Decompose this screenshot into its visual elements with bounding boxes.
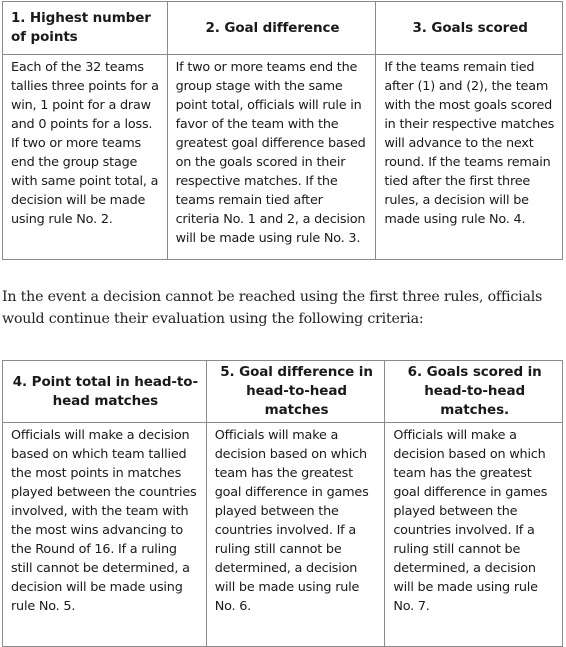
header-goal-difference: 2. Goal difference — [167, 2, 376, 55]
header-head-to-head-points: 4. Point total in head-to-head matches — [3, 361, 207, 423]
table-row — [3, 55, 563, 260]
table-row — [3, 423, 563, 647]
cell-goal-difference-description: If two or more teams end the group stage with the same point total, officials will rule in favor of the team with the greatest goal difference based on the goals scored in their respective matches. If the teams remain tied after criteria No. 1 and 2, a decision will be made using rule No. 3. — [167, 55, 376, 260]
header-highest-points: 1. Highest number of points — [3, 2, 168, 55]
cell-head-to-head-points-description: Officials will make a decision based on which team tallied the most points in matches played between the countries involved, with the team with the most wins advancing to the Round of 16. If a ruling still cannot be determined, a decision will be made using rule No. 5. — [3, 423, 207, 647]
header-head-to-head-goal-difference: 5. Goal difference in head-to-head matches — [206, 361, 385, 423]
intro-paragraph: In the event a decision cannot be reached using the first three rules, officials would continue their evaluation using the following criteria: — [2, 289, 543, 327]
cell-head-to-head-goals-scored-description: Officials will make a decision based on which team has the greatest goal difference in games played between the countries involved. If a ruling still cannot be determined, a decision will be made using rule No. 7. — [385, 423, 563, 647]
cell-highest-points-description: Each of the 32 teams tallies three points for a win, 1 point for a draw and 0 points for a loss. If two or more teams end the group stage with same point total, a decision will be made using rule No. 2. — [3, 55, 168, 260]
cell-goals-scored-description: If the teams remain tied after (1) and (2), the team with the most goals scored in their respective matches will advance to the next round. If the teams remain tied after the first three rules, a decision will be made using rule No. 4. — [376, 55, 563, 260]
header-goals-scored: 3. Goals scored — [376, 2, 563, 55]
tiebreaker-table-criteria-1-3 — [2, 1, 563, 260]
table-header-row — [3, 361, 563, 423]
table-header-row — [3, 2, 563, 55]
header-head-to-head-goals-scored: 6. Goals scored in head-to-head matches. — [385, 361, 563, 423]
tiebreaker-table-criteria-4-6 — [2, 360, 563, 647]
cell-head-to-head-goal-difference-description: Officials will make a decision based on which team has the greatest goal difference in games played between the countries involved. If a ruling still cannot be determined, a decision will be made using rule No. 6. — [206, 423, 385, 647]
